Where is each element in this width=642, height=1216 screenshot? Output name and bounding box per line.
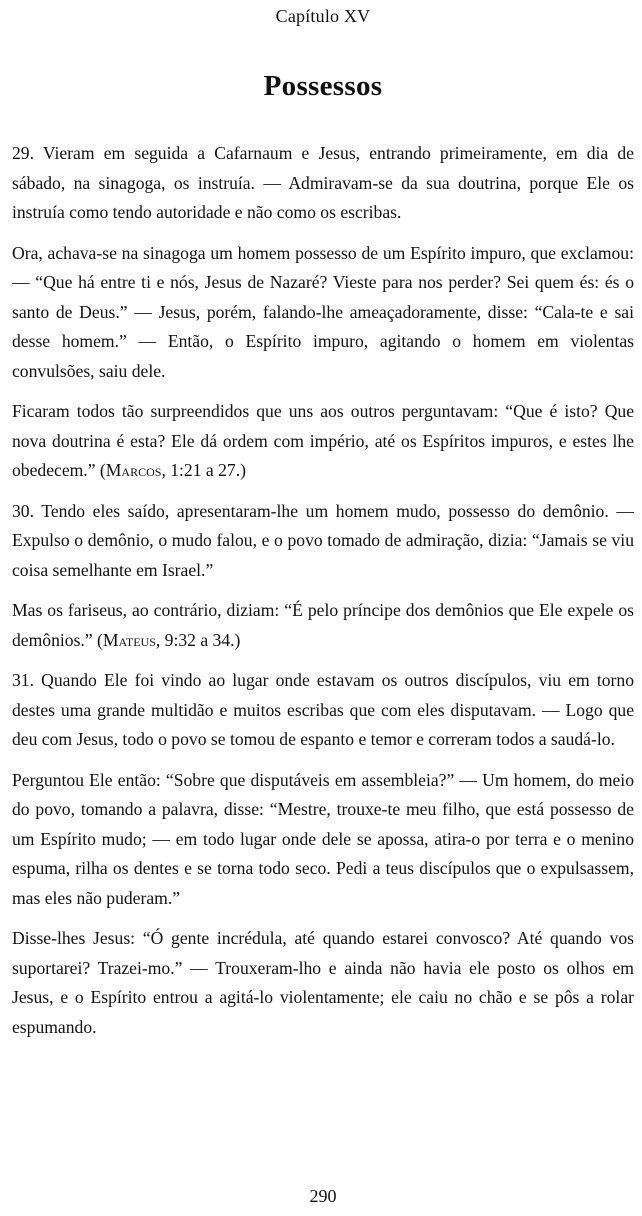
- book-page: [12, 0, 634, 1216]
- paragraph-text: Ficaram todos tão surpreendidos que uns aos outros perguntavam: “Que é isto? Que nova doutrina é esta? Ele dá ordem com império, até os Espíritos impuros, e estes lhe obedecem.” (: [12, 401, 634, 480]
- paragraph-text: , 1:21 a 27.): [161, 460, 246, 480]
- paragraph: [12, 397, 634, 486]
- chapter-title: Possessos: [263, 70, 383, 102]
- page-number: 290: [309, 1186, 337, 1206]
- citation-book-name: Mateus: [102, 629, 156, 650]
- paragraph: [12, 924, 634, 1042]
- paragraph-text: Mas os fariseus, ao contrário, diziam: “É pelo príncipe dos demônios que Ele expele os demônios.” (: [12, 600, 634, 650]
- body-text: [12, 139, 634, 1053]
- paragraph-text: Ora, achava-se na sinagoga um homem possesso de um Espírito impuro, que exclamou: — “Que há entre ti e nós, Jesus de Nazaré? Vieste para nos perder? Sei quem és: és o santo de Deus.” — Jesus, porém, falando-lhe ameaçadoramente, disse: “Cala-te e sai desse homem.” — Então, o Espírito impuro, agitando o homem em violentas convulsões, saiu dele.: [12, 242, 634, 381]
- paragraph: [12, 766, 634, 914]
- paragraph-text: Perguntou Ele então: “Sobre que disputáveis em assembleia?” — Um homem, do meio do povo, tomando a palavra, disse: “Mestre, trouxe-te meu filho, que está possesso de um Espírito mudo; — em todo lugar onde dele se apossa, atira-o por terra e o menino espuma, rilha os dentes e se torna todo seco. Pedi a teus discípulos que o expulsassem, mas eles não puderam.”: [12, 769, 634, 908]
- paragraph: [12, 666, 634, 755]
- running-head: Capítulo XV: [275, 6, 371, 26]
- paragraph: [12, 497, 634, 586]
- paragraph: [12, 596, 634, 655]
- paragraph-text: Disse-lhes Jesus: “Ó gente incrédula, até quando estarei convosco? Até quando vos suportarei? Trazei-mo.” — Trouxeram-lho e ainda não havia ele posto os olhos em Jesus, e o Espírito entrou a agitá-lo violentamente; ele caiu no chão e se pôs a rolar espumando.: [12, 928, 634, 1037]
- paragraph-text: 31. Quando Ele foi vindo ao lugar onde estavam os outros discípulos, viu em torno destes uma grande multidão e muitos escribas que com eles disputavam. — Logo que deu com Jesus, todo o povo se tomou de espanto e temor e correram todos a saudá-lo.: [12, 670, 634, 749]
- paragraph: [12, 139, 634, 228]
- paragraph-text: 29. Vieram em seguida a Cafarnaum e Jesus, entrando primeiramente, em dia de sábado, na sinagoga, os instruía. — Admiravam-se da sua doutrina, porque Ele os instruía como tendo autoridade e não como os escribas.: [12, 143, 634, 222]
- paragraph: [12, 239, 634, 387]
- paragraph-text: 30. Tendo eles saído, apresentaram-lhe um homem mudo, possesso do demônio. — Expulso o demônio, o mudo falou, e o povo tomado de admiração, dizia: “Jamais se viu coisa semelhante em Israel.”: [12, 500, 634, 580]
- paragraph-text: , 9:32 a 34.): [155, 629, 241, 650]
- citation-book-name: Marcos: [105, 460, 162, 480]
